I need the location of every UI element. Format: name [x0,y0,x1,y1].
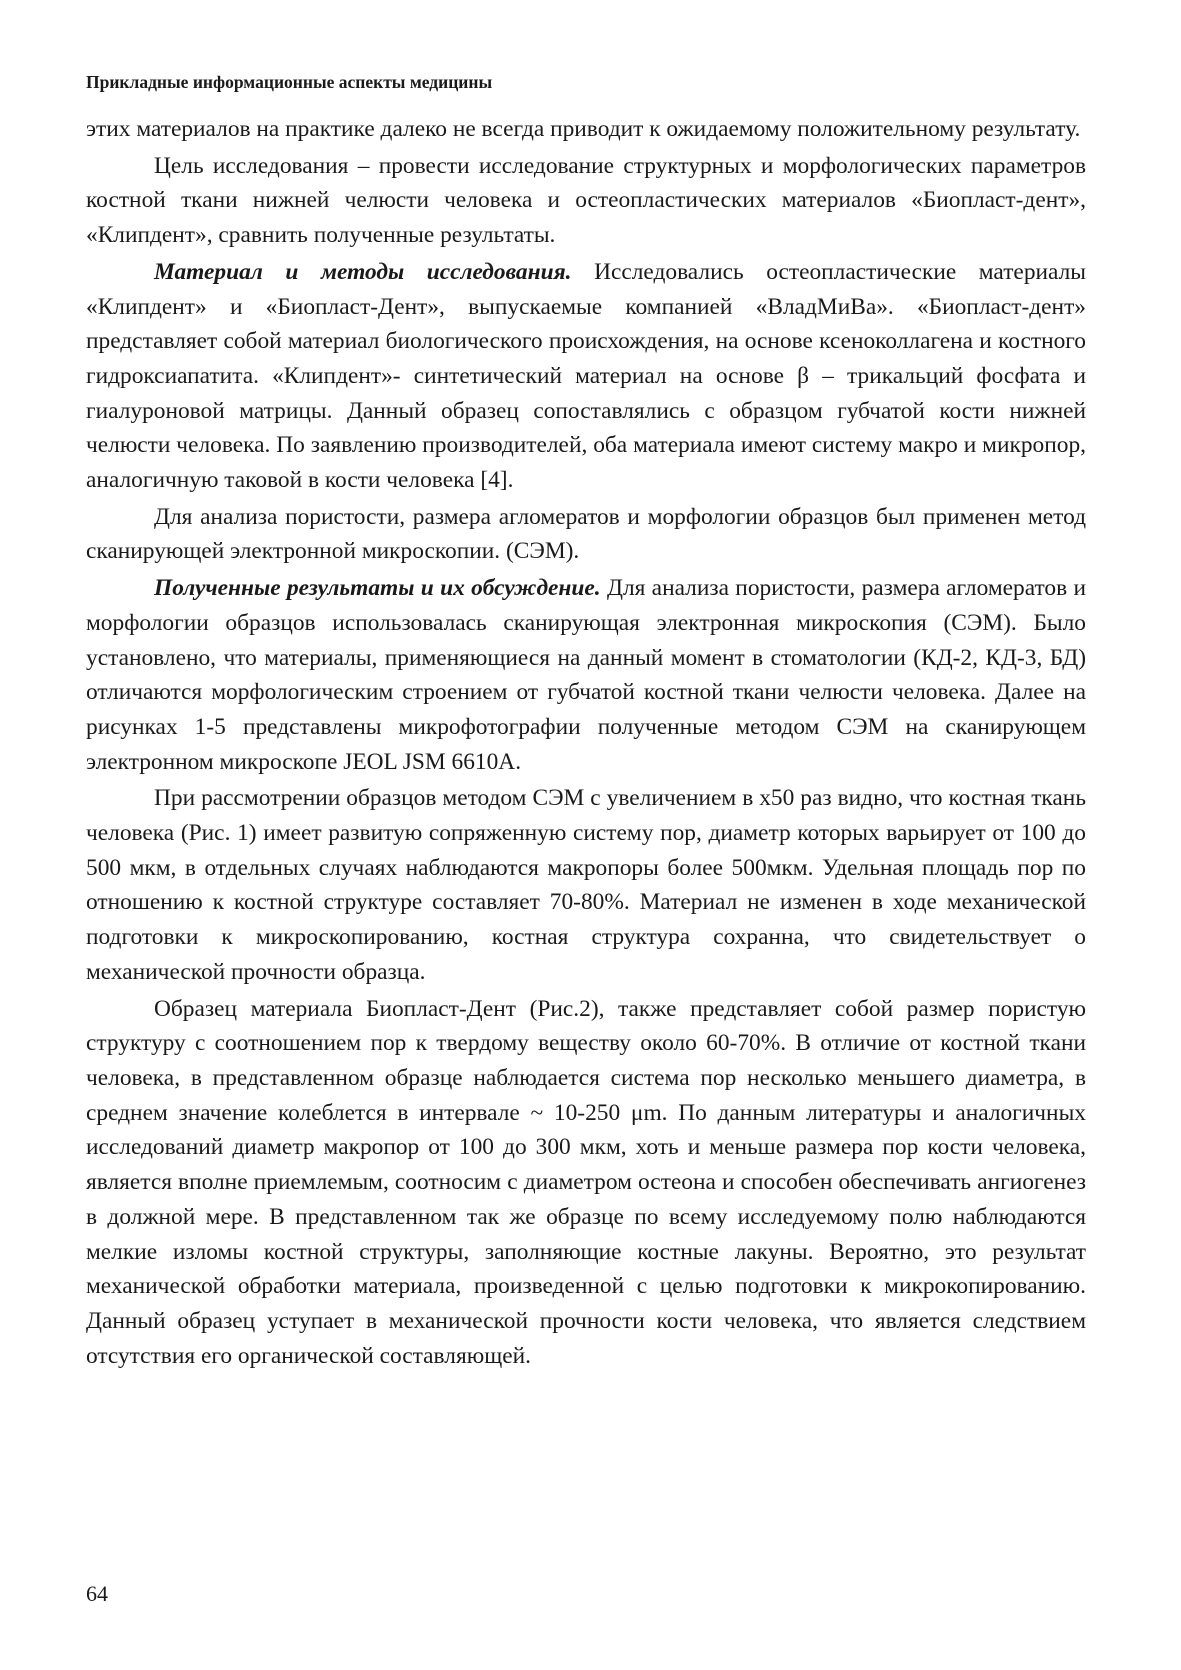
paragraph-bioplast-dent [86,992,1086,1374]
paragraph-results-discussion [86,571,1086,779]
section-heading-results-discussion: Полученные результаты и их обсуждение. [154,575,601,602]
paragraph-materials-methods [86,255,1086,498]
page-number: 64 [86,1581,108,1606]
paragraph-text: этих материалов на практике далеко не всегда приводит к ожидаемому положительному результату. [86,116,1081,142]
paragraph-text: Для анализа пористости, размера агломератов и морфологии образцов был применен метод сканирующей электронной микроскопии. (СЭМ). [86,503,1086,565]
paragraph-continuation [86,112,1086,147]
paragraph-human-bone [86,781,1086,989]
running-head: Прикладные информационные аспекты медицины [86,72,493,92]
body-text [86,112,1086,1373]
paragraph-text: Исследовались остеопластические материалы «Клипдент» и «Биопласт-Дент», выпускаемые компанией «ВладМиВа». «Биопласт-дент» представляет собой материал биологического происхождения, на основе ксеноколлагена и костного гидроксиапатита. «Клипдент»- синтетический материал на основе β – трикальций фосфата и гиалуроновой матрицы. Данный образец сопоставлялись с образцом губчатой кости нижней челюсти человека. По заявлению производителей, оба материала имеют систему макро и микропор, аналогичную таковой в кости человека [4]. [86,258,1087,494]
paragraph-aim [86,149,1086,253]
paragraph-text: Цель исследования – провести исследование структурных и морфологических параметров костной ткани нижней челюсти человека и остеопластических материалов «Биопласт-дент», «Клипдент», сравнить полученные результаты. [86,152,1086,249]
paragraph-text: Образец материала Биопласт-Дент (Рис.2), также представляет собой размер пористую структуру с соотношением пор к твердому веществу около 60-70%. В отличие от костной ткани человека, в представленном образце наблюдается система пор несколько меньшего диаметра, в среднем значение колеблется в интервале ~ 10-250 μm. По данным литературы и аналогичных исследований диаметр макропор от 100 до 300 мкм, хоть и меньше размера пор кости человека, является вполне приемлемым, соотносим с диаметром остеона и способен обеспечивать ангиогенез в должной мере. В представленном так же образце по всему исследуемому полю наблюдаются мелкие изломы костной структуры, заполняющие костные лакуны. Вероятно, это результат механической обработки материала, произведенной с целью подготовки к микрокопированию. Данный образец уступает в механической прочности кости человека, что является следствием отсутствия его органической составляющей. [86,995,1086,1369]
paragraph-text: При рассмотрении образцов методом СЭМ с увеличением в х50 раз видно, что костная ткань человека (Рис. 1) имеет развитую сопряженную систему пор, диаметр которых варьирует от 100 до 500 мкм, в отдельных случаях наблюдаются макропоры более 500мкм. Удельная площадь пор по отношению к костной структуре составляет 70-80%. Материал не изменен в ходе механической подготовки к микроскопированию, костная структура сохранна, что свидетельствует о механической прочности образца. [86,785,1086,985]
section-heading-materials-methods: Материал и методы исследования. [154,258,572,285]
paragraph-text: Для анализа пористости, размера агломератов и морфологии образцов использовалась сканирующая электронная микроскопия (СЭМ). Было установлено, что материалы, применяющиеся на данный момент в стоматологии (КД-2, КД-3, БД) отличаются морфологическим строением от губчатой костной ткани челюсти человека. Далее на рисунках 1-5 представлены микрофотографии полученные методом СЭМ на сканирующем электронном микроскопе JEOL JSM 6610A. [86,575,1086,775]
paragraph-sem-method [86,500,1086,569]
